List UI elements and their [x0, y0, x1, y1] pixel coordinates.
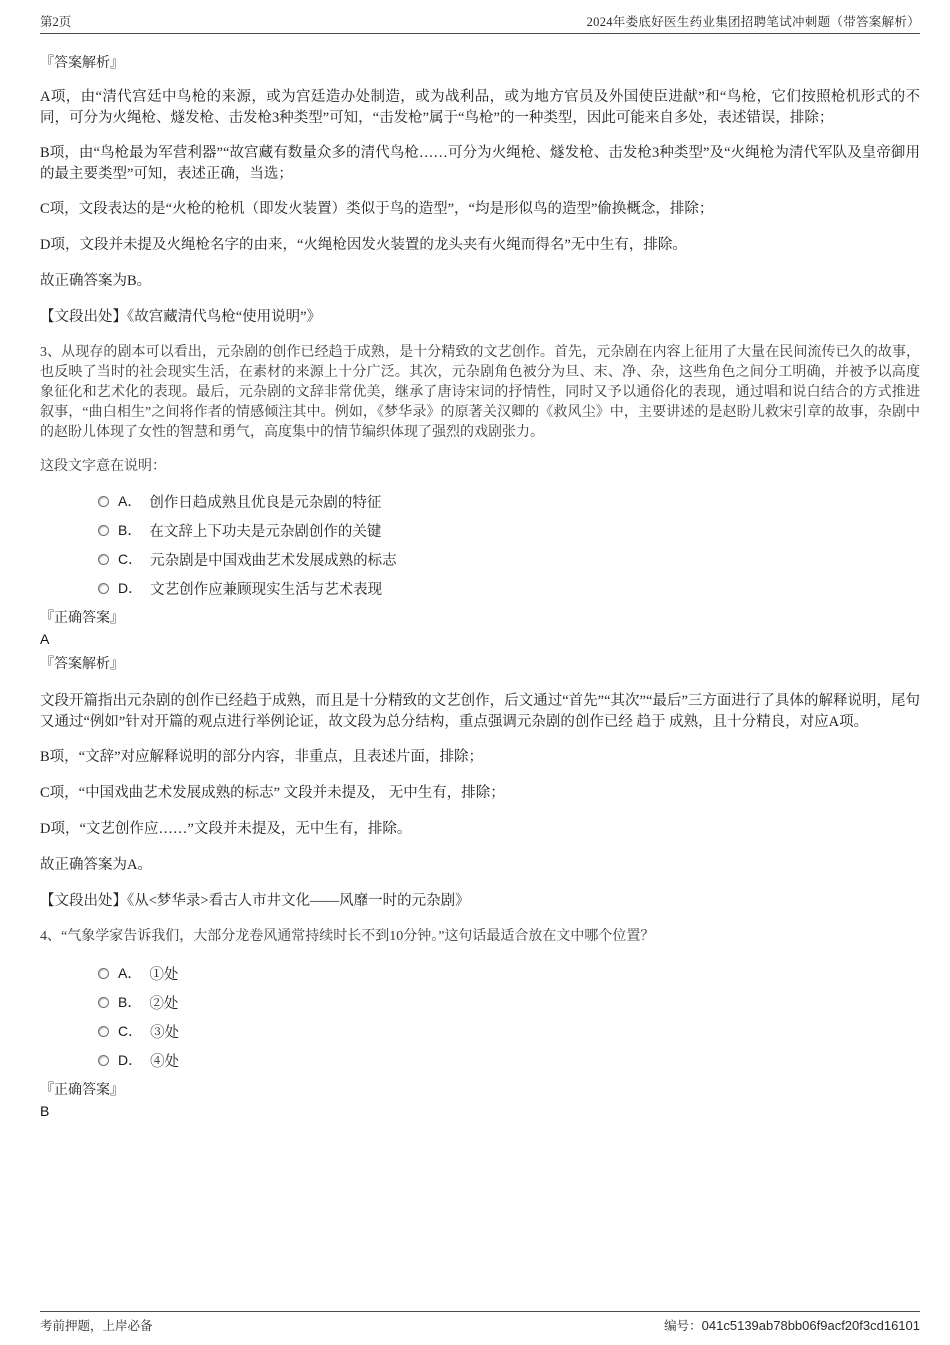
- footer-id-label: 编号：: [664, 1319, 702, 1333]
- q2-source: 【文段出处】《故宫藏清代鸟枪“使用说明”》: [40, 309, 322, 325]
- q2-analysis-option-a: A项，由“清代宫廷中鸟枪的来源，或为宫廷造办处制造，或为战利品，或为地方官员及外国使臣进献”和“鸟枪，它们按照枪机形式的不同，可分为火绳枪、燧发枪、击发枪3种类型”可知，“击发枪”属于“鸟枪”的一种类型，因此可能来自多处，表述错误，排除；: [40, 89, 920, 126]
- option-text: ④处: [150, 1053, 180, 1070]
- radio-icon[interactable]: [98, 1055, 109, 1066]
- q4-options: [98, 965, 920, 1068]
- option-text: ②处: [149, 995, 179, 1012]
- option-text: 元杂剧是中国戏曲艺术发展成熟的标志: [150, 552, 397, 569]
- option-letter: B．: [118, 522, 142, 538]
- radio-icon[interactable]: [98, 525, 109, 536]
- q2-analysis-option-b: B项，由“鸟枪最为军营利器”“故宫藏有数量众多的清代鸟枪……可分为火绳枪、燧发枪、击发枪3种类型”及“火绳枪为清代军队及皇帝御用的最主要类型”可知，表述正确，当选；: [40, 145, 920, 182]
- q2-analysis-label: 『答案解析』: [40, 56, 124, 71]
- option-text: 在文辞上下功夫是元杂剧创作的关键: [149, 523, 382, 540]
- page-header: [40, 12, 920, 34]
- q3-conclusion: 故正确答案为A。: [40, 857, 152, 873]
- q3-option-c[interactable]: [98, 551, 920, 567]
- q4-correct-answer-label: 『正确答案』: [40, 1083, 124, 1098]
- option-letter: A．: [118, 493, 142, 509]
- page-number: 第2页: [40, 15, 72, 29]
- q4-option-a[interactable]: [98, 965, 920, 981]
- footer-slogan: 考前押题，上岸必备: [40, 1319, 153, 1333]
- q3-analysis-main: 文段开篇指出元杂剧的创作已经趋于成熟，而且是十分精致的文艺创作，后文通过“首先”“其次”“最后”三方面进行了具体的解释说明，尾句又通过“例如”针对开篇的观点进行举例论证，故文段为总分结构，重点强调元杂剧的创作已经 趋于 成熟，且十分精良，对应A项。: [40, 693, 920, 730]
- q4-stem: 4、“气象学家告诉我们，大部分龙卷风通常持续时长不到10分钟。”这句话最适合放在文中哪个位置？: [40, 929, 655, 944]
- q3-correct-answer-label: 『正确答案』: [40, 611, 124, 626]
- option-text: ①处: [149, 966, 179, 983]
- option-letter: A．: [118, 965, 142, 981]
- radio-icon[interactable]: [98, 496, 109, 507]
- option-letter: D．: [118, 1052, 143, 1068]
- option-letter: C．: [118, 551, 143, 567]
- q3-source: 【文段出处】《从<梦华录>看古人市井文化——风靡一时的元杂剧》: [40, 893, 470, 909]
- q2-conclusion: 故正确答案为B。: [40, 273, 152, 289]
- q3-option-d[interactable]: [98, 580, 920, 596]
- option-text: ③处: [150, 1024, 180, 1041]
- q3-correct-answer-value: A: [40, 631, 50, 647]
- radio-icon[interactable]: [98, 583, 109, 594]
- q4-option-d[interactable]: [98, 1052, 920, 1068]
- option-text: 文艺创作应兼顾现实生活与艺术表现: [150, 581, 383, 598]
- q3-option-b[interactable]: [98, 522, 920, 538]
- footer-id: [664, 1316, 920, 1334]
- option-letter: B．: [118, 994, 142, 1010]
- option-text: 创作日趋成熟且优良是元杂剧的特征: [149, 494, 382, 511]
- page-content: [40, 34, 920, 1121]
- document-title: 2024年娄底好医生药业集团招聘笔试冲刺题（带答案解析）: [586, 15, 920, 29]
- q3-analysis-option-d: D项，“文艺创作应……”文段并未提及，无中生有，排除。: [40, 821, 412, 837]
- q4-option-c[interactable]: [98, 1023, 920, 1039]
- radio-icon[interactable]: [98, 1026, 109, 1037]
- q3-prompt: 这段文字意在说明：: [40, 459, 166, 474]
- q4-option-b[interactable]: [98, 994, 920, 1010]
- q3-analysis-label: 『答案解析』: [40, 657, 124, 672]
- radio-icon[interactable]: [98, 554, 109, 565]
- q2-analysis-option-c: C项，文段表达的是“火枪的枪机（即发火装置）类似于鸟的造型”，“均是形似鸟的造型”偷换概念，排除；: [40, 201, 714, 217]
- q3-analysis-option-b: B项，“文辞”对应解释说明的部分内容，非重点，且表述片面，排除；: [40, 749, 484, 765]
- radio-icon[interactable]: [98, 997, 109, 1008]
- q2-analysis-option-d: D项，文段并未提及火绳枪名字的由来，“火绳枪因发火装置的龙头夹有火绳而得名”无中生有，排除。: [40, 237, 687, 253]
- page-footer: [40, 1311, 920, 1334]
- q3-options: [98, 493, 920, 596]
- option-letter: C．: [118, 1023, 143, 1039]
- q3-stem: 3、从现存的剧本可以看出，元杂剧的创作已经趋于成熟，是十分精致的文艺创作。首先，元杂剧在内容上征用了大量在民间流传已久的故事，也反映了当时的社会现实生活，在素材的来源上十分广泛。其次，元杂剧角色被分为旦、末、净、杂，这些角色之间分工明确，并被予以高度象征化和艺术化的表现。最后，元杂剧的文辞非常优美，继承了唐诗宋词的抒情性，同时又予以通俗化的表现，通过唱和说白结合的方式推进叙事，“曲白相生”之间将作者的情感倾注其中。例如，《梦华录》的原著关汉卿的《救风尘》中，主要讲述的是赵盼儿救宋引章的故事，杂剧中的赵盼儿体现了女性的智慧和勇气，高度集中的情节编织体现了强烈的戏剧张力。: [40, 345, 920, 440]
- q4-correct-answer-value: B: [40, 1103, 50, 1119]
- q3-analysis-option-c: C项，“中国戏曲艺术发展成熟的标志” 文段并未提及， 无中生有，排除；: [40, 785, 505, 801]
- radio-icon[interactable]: [98, 968, 109, 979]
- q3-option-a[interactable]: [98, 493, 920, 509]
- option-letter: D．: [118, 580, 143, 596]
- footer-id-value: 041c5139ab78bb06f9acf20f3cd16101: [701, 1318, 920, 1333]
